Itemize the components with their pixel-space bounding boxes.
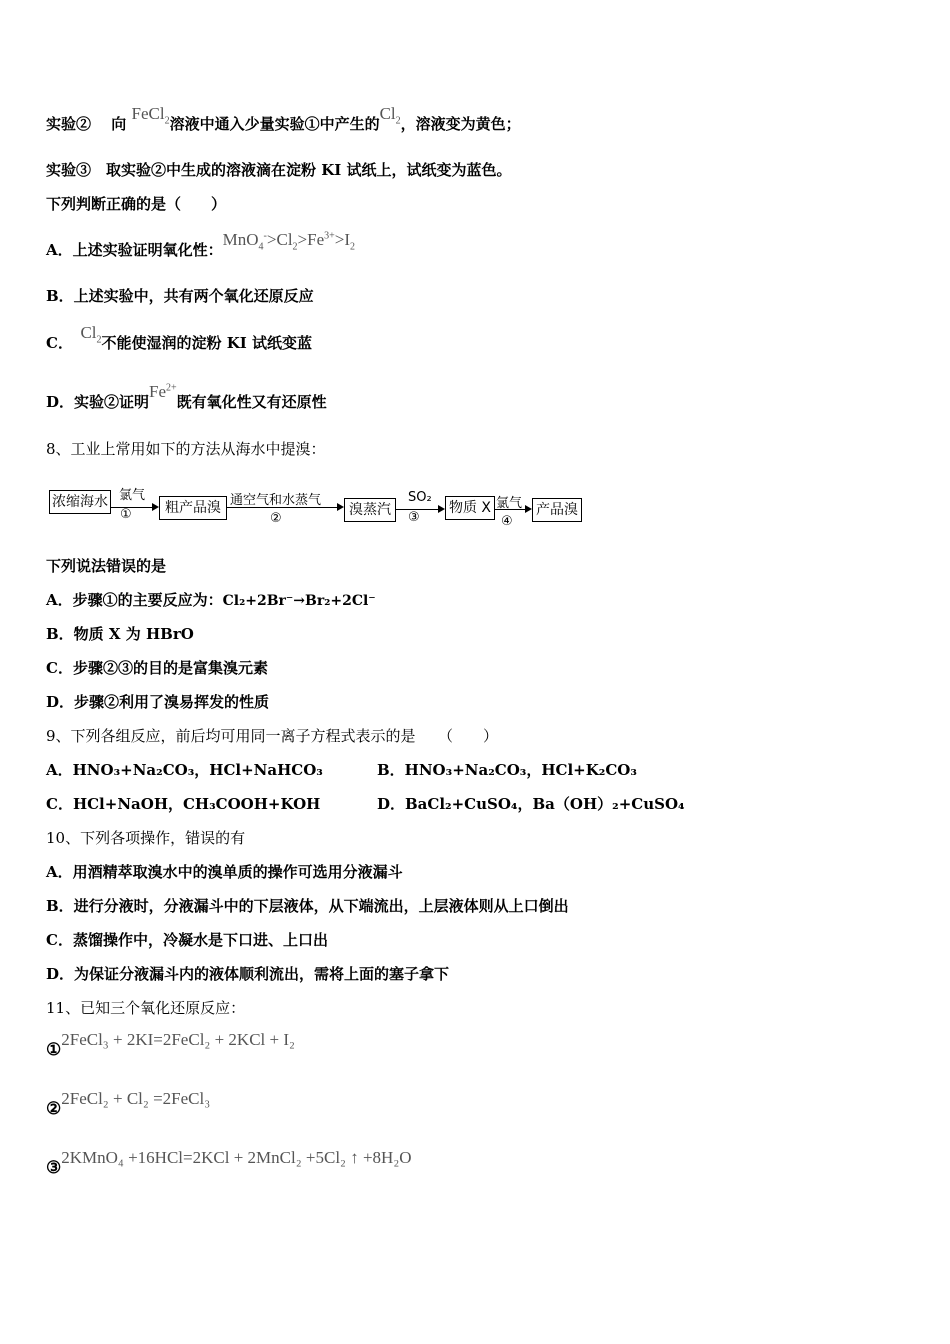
- q11-stem: 11、已知三个氧化还原反应：: [46, 999, 246, 1017]
- q10-option-d: D．为保证分液漏斗内的液体顺利流出，需将上面的塞子拿下: [46, 965, 450, 983]
- q7-option-d: D．实验②证明$Fe^{2+}$既有氧化性又有还原性: [46, 382, 327, 411]
- q8-sub-stem: 下列说法错误的是: [46, 557, 167, 575]
- q7-option-c: C． $Cl_2$不能使湿润的淀粉 KI 试纸变蓝: [46, 323, 313, 352]
- reaction-2-equation: 2FeCl₂ + Cl₂ =2FeCl₃: [61, 1089, 211, 1108]
- flow-box-crude-bromine: 粗产品溴: [159, 496, 227, 520]
- q8-equation: Cl₂+2Br⁻→Br₂+2Cl⁻: [222, 593, 376, 609]
- flow-box-substance-x: 物质 X: [445, 496, 495, 520]
- q9-option-a: A．HNO₃+Na₂CO₃，HCl+NaHCO₃: [46, 761, 323, 779]
- q10-stem: 10、下列各项操作，错误的有: [46, 829, 246, 847]
- fecl2-formula: FeCl$_2$: [131, 104, 170, 127]
- flow-arrow-1: [111, 507, 157, 508]
- cl2-formula: $Cl_2$: [379, 104, 401, 127]
- flow-label-chlorine-2: 氯气: [496, 496, 523, 511]
- q11-reaction-1: ①2FeCl₃ + 2KI=2FeCl₂ + 2KCl + I₂: [46, 1030, 295, 1060]
- flow-step-2: ②: [270, 511, 282, 526]
- q11-reaction-3: ③2KMnO₄ +16HCl=2KCl + 2MnCl₂ +5Cl₂ ↑ +8H₂O: [46, 1148, 412, 1178]
- exp2-line: 实验② 向 FeCl$_2$溶液中通入少量实验①中产生的$Cl_2$，溶液变为黄色；: [46, 104, 521, 133]
- q10-option-b: B．进行分液时，分液漏斗中的下层液体，从下端流出，上层液体则从上口倒出: [46, 897, 569, 915]
- q7-stem: 下列判断正确的是（ ）: [46, 195, 227, 213]
- flow-box-concentrated-seawater: 浓缩海水: [49, 490, 111, 514]
- flow-box-product-bromine: 产品溴: [532, 498, 582, 522]
- q9-stem: 9、下列各组反应，前后均可用同一离子方程式表示的是 （ ）: [46, 727, 499, 745]
- q8-option-d: D．步骤②利用了溴易挥发的性质: [46, 693, 270, 711]
- fe2-formula: $Fe^{2+}$: [149, 382, 177, 401]
- flow-step-1: ①: [120, 507, 132, 522]
- flow-label-air-steam: 通空气和水蒸气: [230, 493, 322, 508]
- q11-reaction-2: ②2FeCl₂ + Cl₂ =2FeCl₃: [46, 1089, 211, 1119]
- q9-option-b: B．HNO₃+Na₂CO₃，HCl+K₂CO₃: [377, 761, 637, 779]
- flow-step-3: ③: [408, 510, 420, 525]
- flow-label-chlorine-1: 氯气: [119, 488, 146, 503]
- flow-step-4: ④: [501, 514, 513, 529]
- q9-option-c: C．HCl+NaOH，CH₃COOH+KOH: [46, 795, 321, 813]
- cl2-formula-c: $Cl_2$: [80, 323, 102, 346]
- oxidation-order-formula: $MnO_4^->Cl_2>Fe^{3+}>I_2$: [222, 230, 356, 253]
- q8-option-b: B．物质 X 为 HBrO: [46, 625, 194, 643]
- q8-option-a: A．步骤①的主要反应为：Cl₂+2Br⁻→Br₂+2Cl⁻: [46, 591, 376, 609]
- q7-option-a: A．上述实验证明氧化性：$MnO_4^->Cl_2>Fe^{3+}>I_2$: [46, 230, 356, 259]
- q8-option-c: C．步骤②③的目的是富集溴元素: [46, 659, 268, 677]
- q10-option-a: A．用酒精萃取溴水中的溴单质的操作可选用分液漏斗: [46, 863, 403, 881]
- flow-label-so2: SO₂: [408, 490, 432, 505]
- flow-box-bromine-vapor: 溴蒸汽: [344, 498, 396, 522]
- q7-option-b: B．上述实验中，共有两个氧化还原反应: [46, 287, 314, 305]
- q8-stem: 8、工业上常用如下的方法从海水中提溴：: [46, 440, 326, 458]
- q9-option-d: D．BaCl₂+CuSO₄，Ba（OH）₂+CuSO₄: [377, 795, 685, 813]
- reaction-1-equation: 2FeCl₃ + 2KI=2FeCl₂ + 2KCl + I₂: [61, 1030, 295, 1049]
- reaction-3-equation: 2KMnO₄ +16HCl=2KCl + 2MnCl₂ +5Cl₂ ↑ +8H₂O: [61, 1148, 412, 1167]
- q10-option-c: C．蒸馏操作中，冷凝水是下口进、上口出: [46, 931, 328, 949]
- exp3-line: 实验③ 取实验②中生成的溶液滴在淀粉 KI 试纸上，试纸变为蓝色。: [46, 161, 512, 179]
